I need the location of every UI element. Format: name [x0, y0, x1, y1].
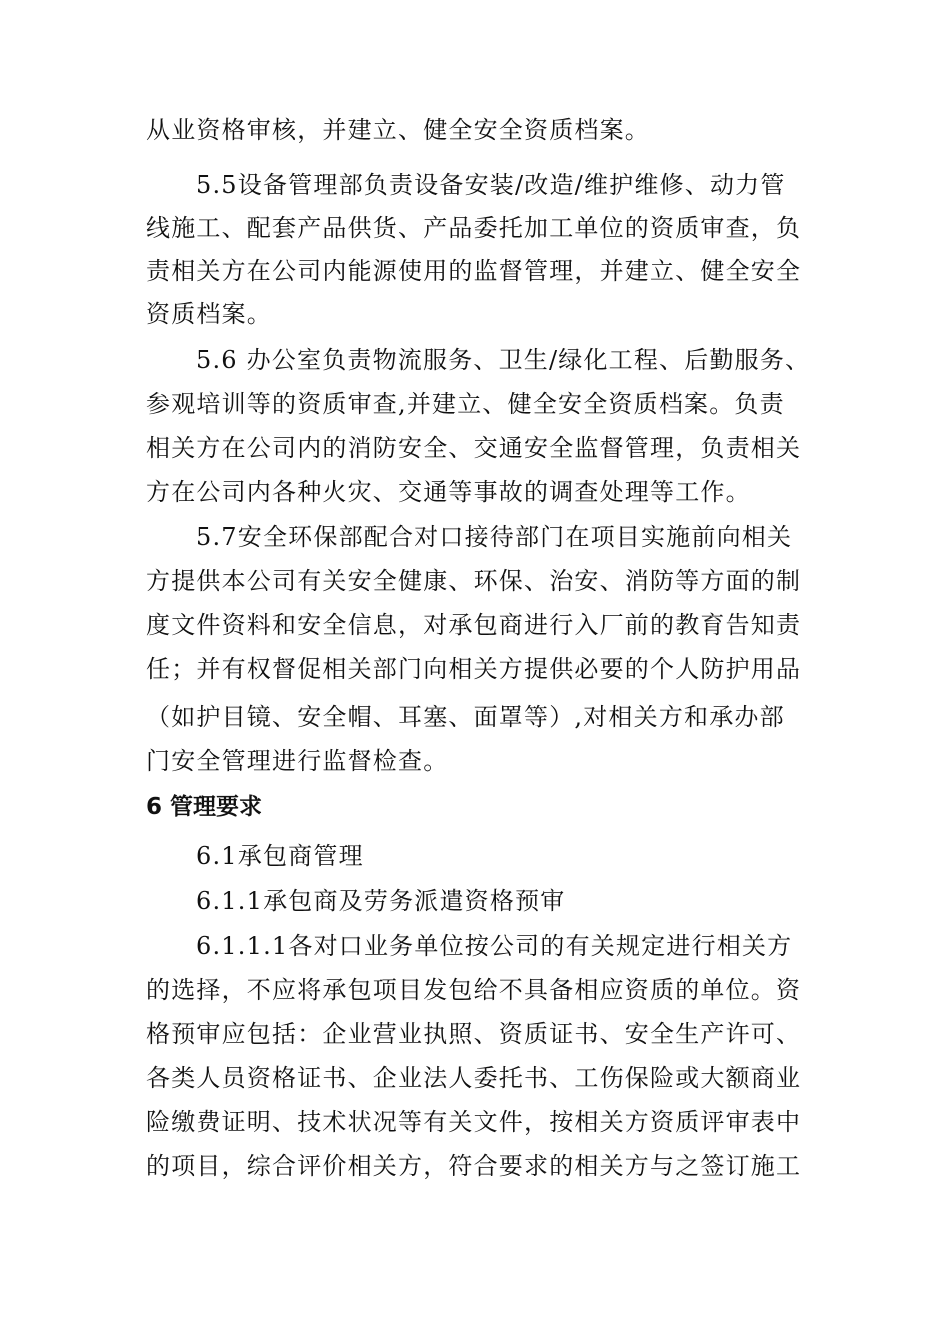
paragraph-5-6: 5.6 办公室负责物流服务、卫生/绿化工程、后勤服务、 [196, 346, 811, 374]
text-line: 方提供本公司有关安全健康、环保、治安、消防等方面的制 [146, 567, 802, 595]
text-line: 方在公司内各种火灾、交通等事故的调查处理等工作。 [146, 478, 751, 506]
text-line: 线施工、配套产品供货、产品委托加工单位的资质审查，负 [146, 214, 802, 242]
text-line: （如护目镜、安全帽、耳塞、面罩等）,对相关方和承办部 [146, 703, 785, 731]
text-line: 的项目，综合评价相关方，符合要求的相关方与之签订施工 [146, 1152, 802, 1180]
section-heading-6: 6 管理要求 [146, 794, 263, 820]
text-line: 相关方在公司内的消防安全、交通安全监督管理，负责相关 [146, 434, 802, 462]
text-line: 任；并有权督促相关部门向相关方提供必要的个人防护用品 [146, 655, 802, 683]
subsection-heading-6-1: 6.1承包商管理 [196, 842, 364, 870]
text-line: 各类人员资格证书、企业法人委托书、工伤保险或大额商业 [146, 1064, 802, 1092]
text-line: 度文件资料和安全信息，对承包商进行入厂前的教育告知责 [146, 611, 802, 639]
text-line: 资质档案。 [146, 300, 272, 328]
text-line: 从业资格审核，并建立、健全安全资质档案。 [146, 116, 650, 144]
paragraph-6-1-1-1: 6.1.1.1各对口业务单位按公司的有关规定进行相关方 [196, 932, 793, 960]
text-line: 险缴费证明、技术状况等有关文件，按相关方资质评审表中 [146, 1108, 802, 1136]
paragraph-5-5: 5.5设备管理部负责设备安装/改造/维护维修、动力管 [196, 171, 786, 199]
subsection-heading-6-1-1: 6.1.1承包商及劳务派遣资格预审 [196, 887, 566, 915]
text-line: 参观培训等的资质审查,并建立、健全安全资质档案。负责 [146, 390, 785, 418]
text-line: 责相关方在公司内能源使用的监督管理，并建立、健全安全 [146, 257, 802, 285]
text-line: 门安全管理进行监督检查。 [146, 747, 449, 775]
paragraph-5-7: 5.7安全环保部配合对口接待部门在项目实施前向相关 [196, 523, 793, 551]
text-line: 格预审应包括：企业营业执照、资质证书、安全生产许可、 [146, 1020, 802, 1048]
text-line: 的选择，不应将承包项目发包给不具备相应资质的单位。资 [146, 976, 802, 1004]
